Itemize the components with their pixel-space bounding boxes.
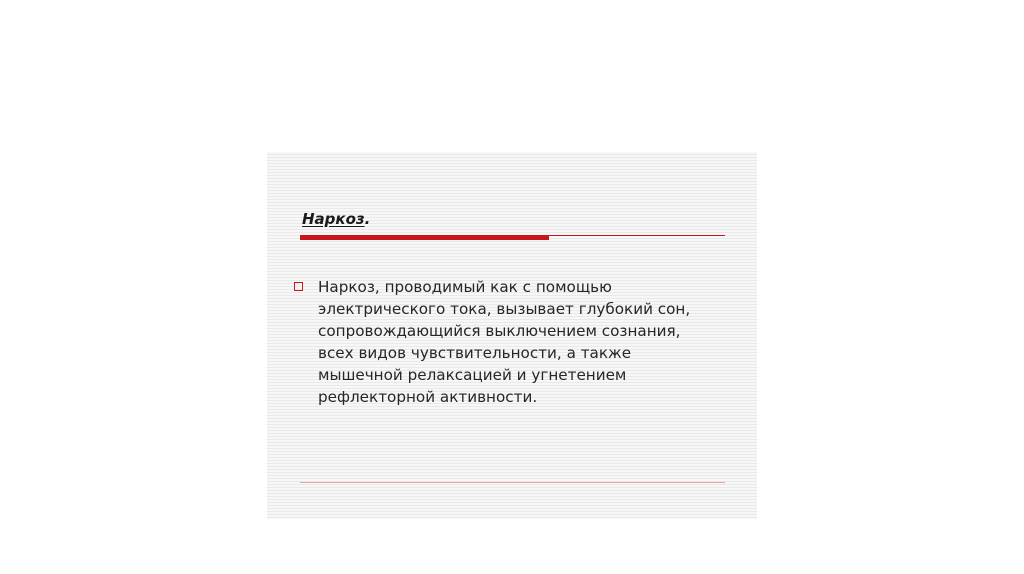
slide: [267, 152, 757, 519]
title-rule-thin: [549, 235, 725, 236]
title-rule-thick: [300, 235, 549, 240]
square-bullet-icon: [294, 282, 303, 291]
bullet-text: Наркоз, проводимый как с помощью электрического тока, вызывает глубокий сон, сопровождающийся выключением сознания, всех видов чувствительности, а также мышечной релаксацией и угнетением рефлекторной активности.: [318, 278, 691, 406]
slide-title-punct: .: [364, 210, 371, 228]
slide-title: [302, 210, 370, 228]
bottom-rule: [300, 482, 725, 483]
slide-title-word: Наркоз: [302, 210, 365, 228]
